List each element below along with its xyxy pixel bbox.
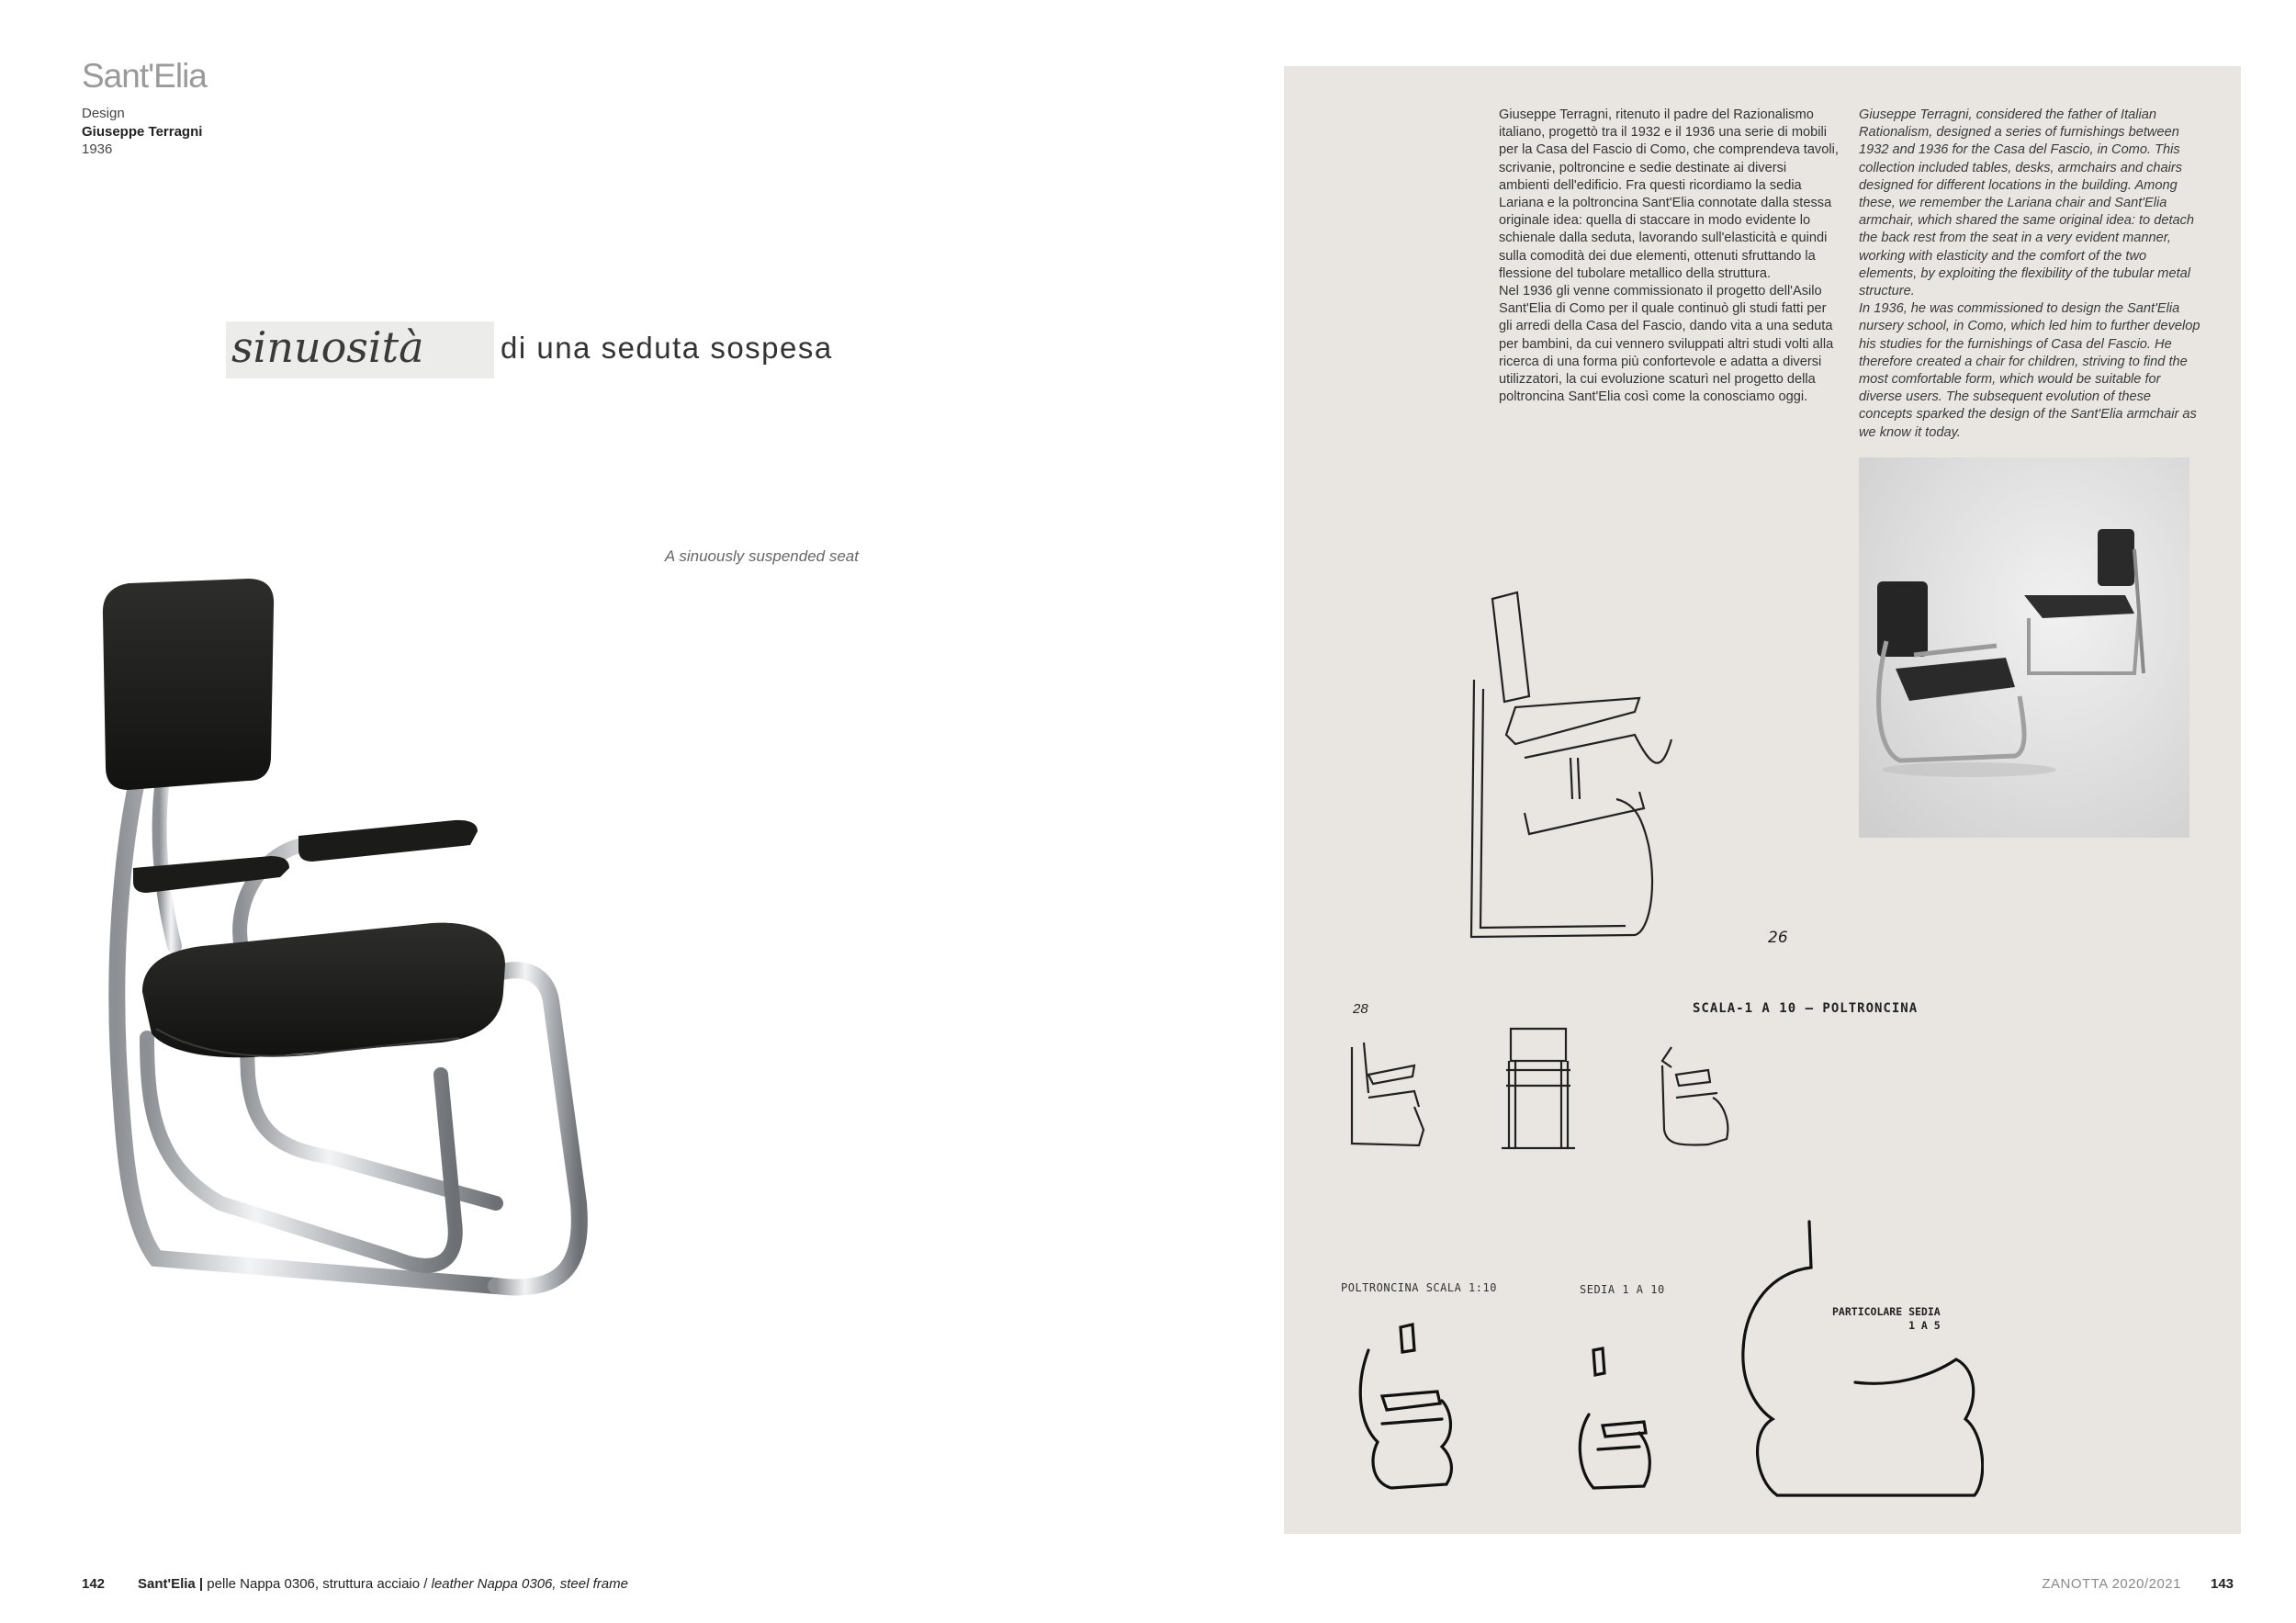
design-year: 1936: [82, 141, 113, 157]
detail-label-line2: 1 A 5: [1908, 1319, 1941, 1332]
historic-chairs-photo: [1859, 457, 2189, 838]
detail-label-line1: PARTICOLARE SEDIA: [1832, 1305, 1941, 1318]
footer-caption-en: leather Nappa 0306, steel frame: [431, 1576, 628, 1592]
body-text-english: [1859, 107, 2206, 442]
body-text-italian: [1499, 107, 1839, 406]
footer-product: Sant'Elia |: [138, 1576, 204, 1592]
sketch-row-chair-profiles: [1341, 1212, 1984, 1506]
scale-label-poltroncina: POLTRONCINA SCALA 1:10: [1341, 1281, 1497, 1294]
design-label: Design: [82, 106, 125, 121]
headline-text: di una seduta sospesa: [501, 331, 833, 365]
designer-name: Giuseppe Terragni: [82, 124, 203, 140]
footer-brand: ZANOTTA 2020/2021: [2042, 1576, 2181, 1592]
paragraph-en-2: In 1936, he was commissioned to design the Sant'Elia nursery school, in Como, which led him to further develop his studies for the furnishings of Casa del Fascio. He therefore created a chair for children, striving to find the most comfortable form, which would be suitable for diverse users. The subsequent evolution of these concepts sparked the design of the Sant'Elia armchair as we know it today.: [1859, 301, 2200, 440]
paragraph-en-1: Giuseppe Terragni, considered the father of Italian Rationalism, designed a series of furnishings between 1932 and 1936 for the Casa del Fascio, in Como. This collection included tables, desks, armchairs and chairs designed for different locations in the building. Among these, we remember the Lariana chair and Sant'Elia armchair, which shared the same original idea: to detach the back rest from the seat in a very evident manner, working with elasticity and the comfort of the two elements, by exploiting the flexibility of the tubular metal structure.: [1859, 107, 2195, 299]
sketch-number-28: 28: [1353, 1001, 1368, 1017]
paragraph-it-2: Nel 1936 gli venne commissionato il progetto dell'Asilo Sant'Elia di Como per il quale continuò gli studi fatti per gli arredi della Casa del Fascio, dando vita a una seduta per bambini, da cui vennero sviluppati altri studi volti alla ricerca di una forma più confortevole e adatta a diversi utilizzatori, la cui evoluzione scaturì nel progetto della poltroncina Sant'Elia così come la conosciamo oggi.: [1499, 284, 1834, 405]
script-word-handwriting: [226, 321, 494, 378]
chair-product-photo: [92, 560, 827, 1341]
sketch-row-three-views: [1341, 1020, 1947, 1157]
page-number-right: 143: [2211, 1576, 2234, 1592]
footer-caption-it: pelle Nappa 0306, struttura acciaio /: [207, 1576, 428, 1592]
subtitle-english: A sinuously suspended seat: [664, 547, 859, 565]
scale-label-sedia: SEDIA 1 A 10: [1580, 1283, 1665, 1296]
page-number-left: 142: [82, 1576, 106, 1592]
sketch-number-26: 26: [1768, 929, 1788, 947]
sketch-armchair-side-26: [1460, 588, 1791, 955]
paragraph-it-1: Giuseppe Terragni, ritenuto il padre del Razionalismo italiano, progettò tra il 1932 e il 1936 una serie di mobili per la Casa del Fascio di Como, che comprendeva tavoli, scrivanie, poltroncine e sedie destinate ai diversi ambienti dell'edificio. Fra questi ricordiamo la sedia Lariana e la poltroncina Sant'Elia connotate dalla stessa originale idea: quella di staccare in modo evidente lo schienale dalla seduta, lavorando sull'elasticità e quindi sulla comodità dei due elementi, ottenuti sfruttando la flessione del tubolare metallico della struttura.: [1499, 107, 1839, 281]
scale-label-armchair: SCALA-1 A 10 — POLTRONCINA: [1693, 1001, 1919, 1016]
script-word-text: sinuosità: [231, 322, 424, 372]
product-name: Sant'Elia: [82, 57, 207, 95]
footer-caption: [138, 1576, 628, 1592]
